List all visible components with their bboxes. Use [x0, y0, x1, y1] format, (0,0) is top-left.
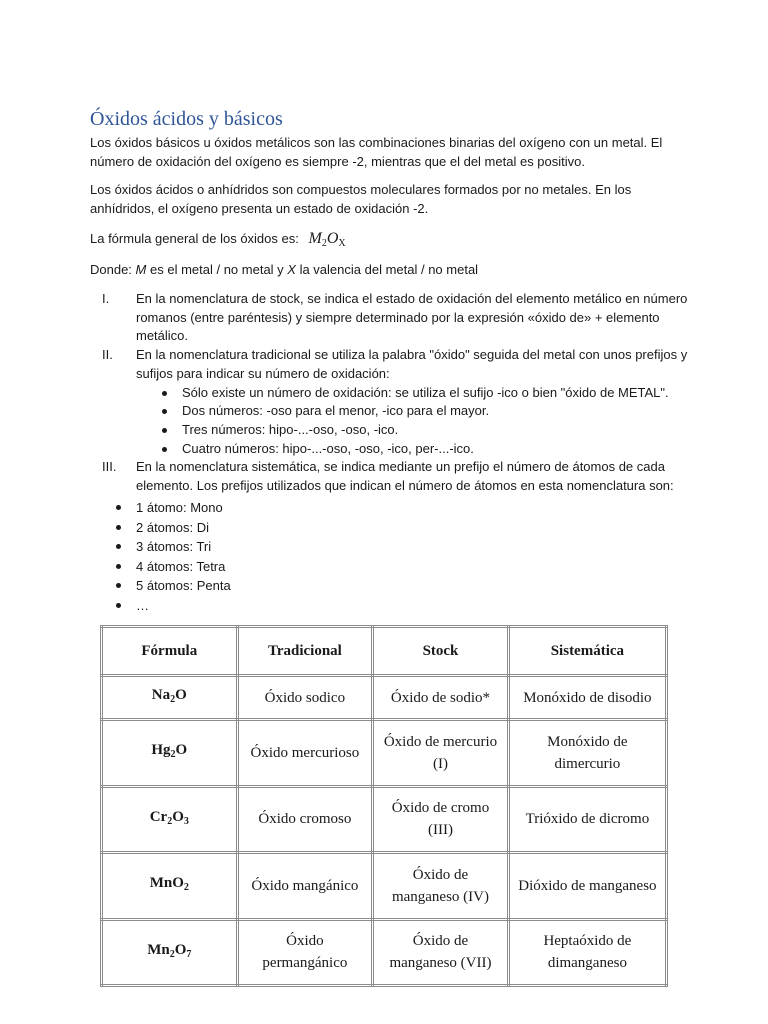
traditional-sublist	[136, 384, 690, 459]
formula-cell: $Cr_2O_3$	[102, 786, 238, 852]
list-item: Tres números: hipo-...-oso, -oso, -ico.	[136, 421, 690, 440]
list-item: Cuatro números: hipo-...-oso, -oso, -ico, per-...-ico.	[136, 440, 690, 459]
bullet-icon	[116, 505, 121, 510]
systematic-cell: Monóxido de disodio	[508, 676, 666, 720]
header-formula: Fórmula	[102, 627, 238, 676]
header-stock: Stock	[373, 627, 509, 676]
stock-cell: Óxido de sodio*	[373, 676, 509, 720]
traditional-cell: Óxido permangánico	[237, 919, 373, 985]
page-title: Óxidos ácidos y básicos	[90, 108, 283, 130]
formula-cell: $Hg_2O$	[102, 720, 238, 786]
table-row	[102, 786, 667, 852]
header-systematic: Sistemática	[508, 627, 666, 676]
bullet-icon	[162, 409, 167, 414]
bullet-icon	[116, 583, 121, 588]
stock-cell: Óxido de manganeso (VII)	[373, 919, 509, 985]
list-item: Sólo existe un número de oxidación: se utiliza el sufijo -ico o bien "óxido de METAL".	[136, 384, 690, 403]
stock-cell: Óxido de cromo (III)	[373, 786, 509, 852]
oxides-table	[100, 625, 668, 987]
list-item: Dos números: -oso para el menor, -ico para el mayor.	[136, 402, 690, 421]
systematic-cell: Dióxido de manganeso	[508, 853, 666, 919]
paragraph-basic-oxides: Los óxidos básicos u óxidos metálicos son las combinaciones binarias del oxígeno con un metal. El número de oxidación del oxígeno es siempre -2, mientras que el del metal es positivo.	[90, 135, 663, 169]
list-item: 2 átomos: Di	[90, 518, 231, 538]
formula-cell: $Mn_2O_7$	[102, 919, 238, 985]
table-row	[102, 676, 667, 720]
traditional-cell: Óxido mangánico	[237, 853, 373, 919]
traditional-cell: Óxido mercurioso	[237, 720, 373, 786]
formula-cell: MnO$_2$	[102, 853, 238, 919]
stock-cell: Óxido de mercurio (I)	[373, 720, 509, 786]
table-row	[102, 853, 667, 919]
systematic-cell: Heptaóxido de dimanganeso	[508, 919, 666, 985]
general-formula-line	[90, 230, 346, 249]
list-item: 1 átomo: Mono	[90, 498, 231, 518]
general-formula: $M_2O_X$	[308, 230, 346, 249]
table-row	[102, 919, 667, 985]
systematic-cell: Trióxido de dicromo	[508, 786, 666, 852]
bullet-icon	[116, 603, 121, 608]
bullet-icon	[162, 447, 167, 452]
bullet-icon	[116, 564, 121, 569]
bullet-icon	[116, 525, 121, 530]
formula-cell: $Na_2O$	[102, 676, 238, 720]
bullet-icon	[162, 391, 167, 396]
traditional-cell: Óxido sodico	[237, 676, 373, 720]
list-item-stock: I. En la nomenclatura de stock, se indica el estado de oxidación del elemento metálico en número romanos (entre paréntesis) y siempre determinado por la expresión «óxido de» + elemento metálico.	[102, 291, 688, 344]
bullet-icon	[162, 428, 167, 433]
donde-paragraph: Donde: M es el metal / no metal y X la valencia del metal / no metal	[90, 262, 479, 277]
paragraph-acid-oxides: Los óxidos ácidos o anhídridos son compuestos moleculares formados por no metales. En los anhídridos, el oxígeno presenta un estado de oxidación -2.	[90, 182, 632, 216]
table-header-row	[102, 627, 667, 676]
list-item: 4 átomos: Tetra	[90, 557, 231, 577]
table-row	[102, 720, 667, 786]
list-item: 5 átomos: Penta	[90, 576, 231, 596]
list-item-systematic: III. En la nomenclatura sistemática, se indica mediante un prefijo el número de átomos de cada elemento. Los prefijos utilizados que indican el número de átomos en esta nomenclatura son:	[102, 459, 674, 494]
formula-intro: La fórmula general de los óxidos es:	[90, 231, 299, 246]
prefix-list	[90, 498, 231, 615]
systematic-cell: Monóxido de dimercurio	[508, 720, 666, 786]
nomenclature-list	[90, 290, 690, 496]
list-item-traditional: II. En la nomenclatura tradicional se utiliza la palabra "óxido" seguida del metal con unos prefijos y sufijos para indicar su número de oxidación: Sólo existe un número de oxidación: se utiliza el sufijo -ico o bien "óxido de METAL". Dos números: -oso para el menor, -ico para el mayor. Tres números: hipo-...-oso, -oso, -ico. Cuatro números: hipo-...-oso, -oso, -ico, per-...-ico.	[90, 346, 690, 458]
list-item: …	[90, 596, 231, 616]
header-traditional: Tradicional	[237, 627, 373, 676]
stock-cell: Óxido de manganeso (IV)	[373, 853, 509, 919]
bullet-icon	[116, 544, 121, 549]
list-item: 3 átomos: Tri	[90, 537, 231, 557]
traditional-cell: Óxido cromoso	[237, 786, 373, 852]
